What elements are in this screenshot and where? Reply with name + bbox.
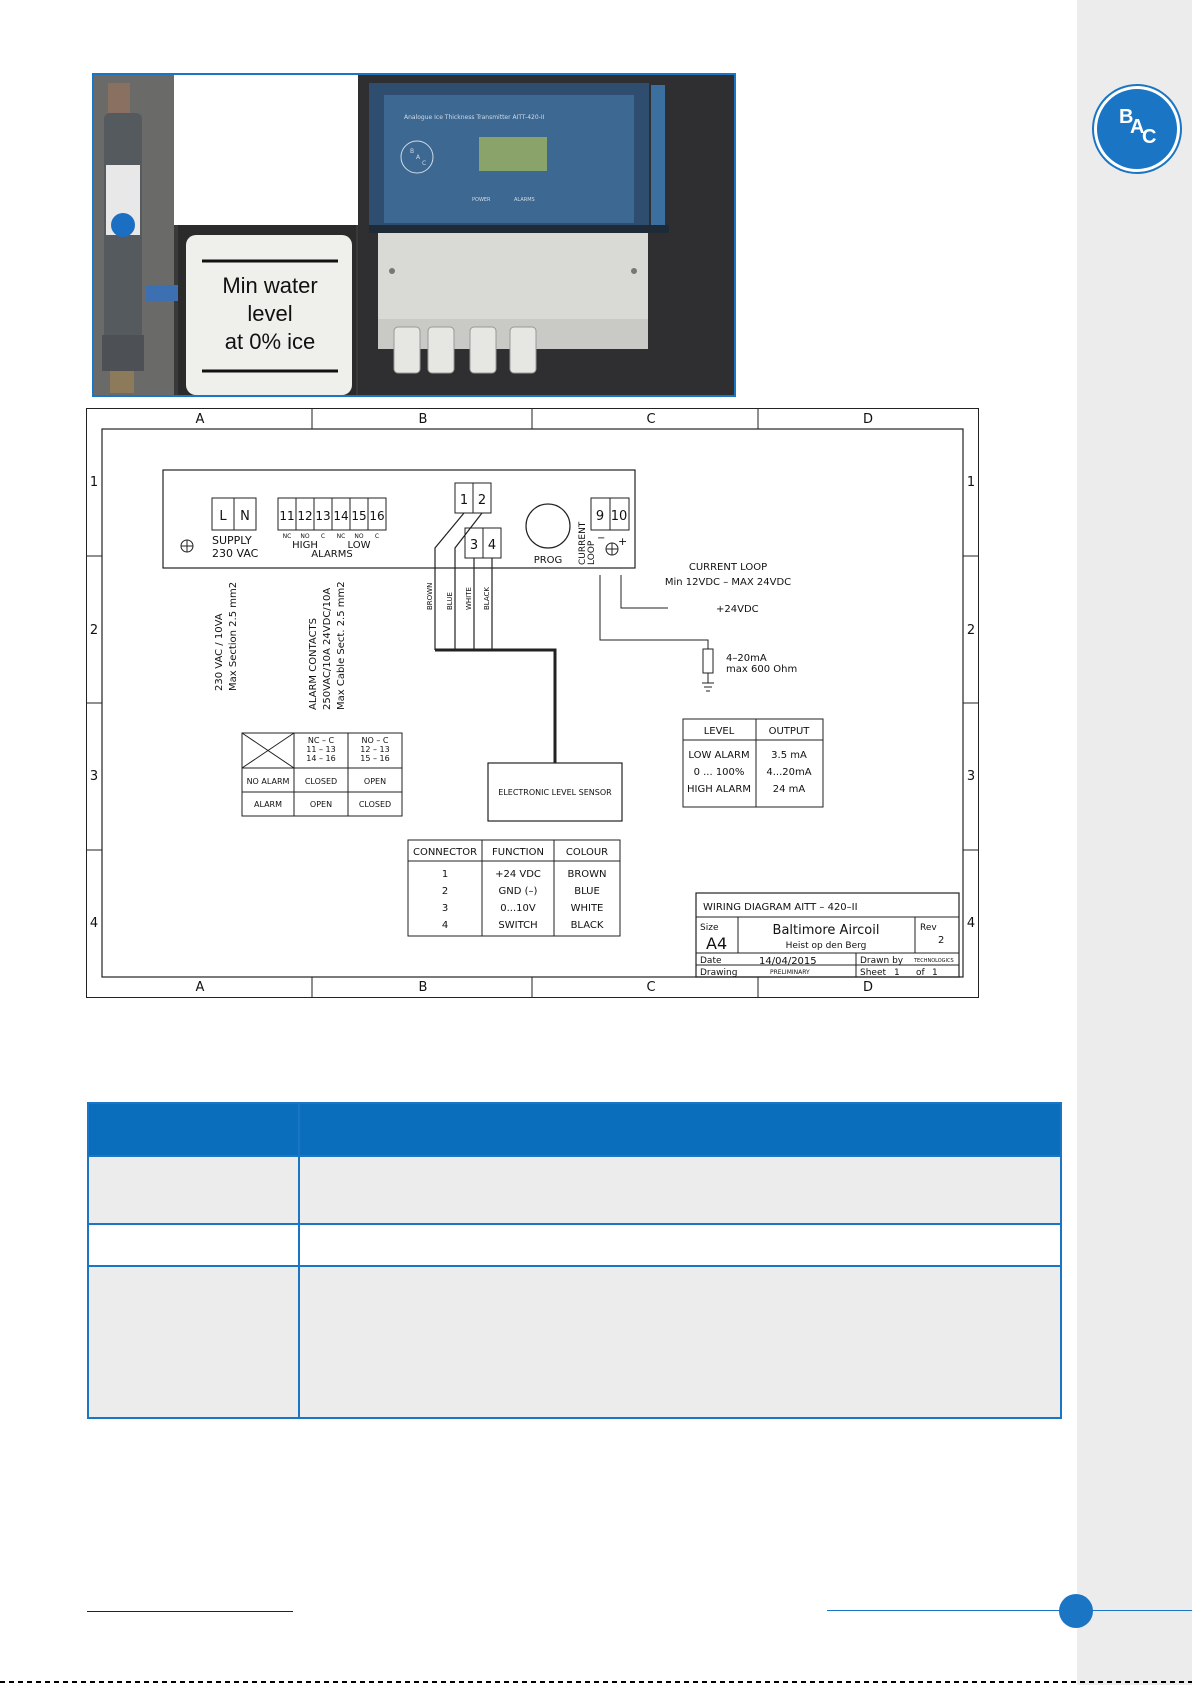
wire-label-black: BLACK — [483, 586, 491, 610]
terminal-16: 16 — [369, 509, 385, 523]
grid-row-4-right: 4 — [966, 916, 976, 931]
supply-label: SUPPLY — [212, 534, 252, 547]
device-power-label: POWER — [472, 197, 491, 203]
title-block-rev-value: 2 — [938, 935, 945, 946]
ground-symbol — [181, 540, 193, 552]
grid-row-3-right: 3 — [966, 769, 976, 784]
output-table-cell: LOW ALARM — [688, 750, 750, 761]
connector-table-cell: WHITE — [570, 903, 604, 914]
terminal-12: 12 — [297, 509, 313, 523]
alarm-table-header-no-1: 12 – 13 — [360, 745, 390, 754]
connector-table-cell: 2 — [441, 886, 449, 897]
spec-table-header-cell — [88, 1103, 299, 1156]
title-block-drawing-label: Drawing — [700, 968, 738, 978]
alarm-table-cell: CLOSED — [358, 800, 392, 809]
grid-col-d-bottom: D — [862, 980, 874, 995]
spec-table-row — [88, 1156, 1061, 1224]
title-block-of-label: of — [916, 968, 925, 978]
spec-table-cell — [88, 1156, 299, 1224]
connector-table-cell: BLACK — [570, 920, 604, 931]
sensor-box-label: ELECTRONIC LEVEL SENSOR — [498, 788, 612, 797]
current-loop-side-label: CURRENT — [578, 521, 588, 565]
grid-col-d-top: D — [862, 412, 874, 427]
output-table-cell: 4...20mA — [766, 767, 812, 778]
device-logo-b: B — [410, 148, 415, 155]
spec-table-cell — [88, 1266, 299, 1418]
grid-row-1-left: 1 — [89, 475, 99, 490]
terminal-11: 11 — [279, 509, 295, 523]
grid-row-1-right: 1 — [966, 475, 976, 490]
connector-table-cell: 4 — [441, 920, 449, 931]
connector-table-cell: 3 — [441, 903, 449, 914]
grid-col-c-bottom: C — [646, 980, 656, 995]
minus-sign: − — [597, 533, 606, 544]
terminal-15: 15 — [351, 509, 367, 523]
current-loop-range: Min 12VDC – MAX 24VDC — [664, 577, 792, 588]
spec-table-row — [88, 1224, 1061, 1266]
spec-table-cell — [88, 1224, 299, 1266]
terminal-2: 2 — [477, 493, 487, 508]
connector-table-header: COLOUR — [565, 847, 609, 858]
title-block-sheet-value: 1 — [894, 968, 900, 978]
wire-label-brown: BROWN — [426, 582, 434, 610]
output-table-cell: 0 ... 100% — [693, 767, 745, 778]
terminal-13: 13 — [315, 509, 331, 523]
registered-mark: ® — [1162, 146, 1169, 156]
spec-table-header-row — [88, 1103, 1061, 1156]
title-block-of-value: 1 — [932, 968, 938, 978]
alarm-table-cell: CLOSED — [304, 777, 338, 786]
contact-mark-12: NO — [300, 533, 310, 540]
bac-logo — [1094, 86, 1180, 172]
alarm-contacts-note-3: Max Cable Sect. 2.5 mm2 — [336, 581, 347, 710]
connector-table-cell: BROWN — [567, 869, 607, 880]
alarm-table-cell: NO ALARM — [246, 777, 290, 786]
grid-col-b-bottom: B — [418, 980, 428, 995]
terminal-1: 1 — [459, 493, 469, 508]
spec-table-cell — [299, 1156, 1061, 1224]
alarm-table-cell: OPEN — [309, 800, 333, 809]
grid-row-3-left: 3 — [89, 769, 99, 784]
device-logo-a: A — [416, 154, 421, 161]
logo-letter-a: A — [1130, 116, 1145, 138]
title-block-drawn-label: Drawn by — [860, 956, 904, 966]
supply-24vdc-label: +24VDC — [716, 604, 759, 615]
terminal-14: 14 — [333, 509, 349, 523]
transmitter-photo — [358, 75, 734, 395]
title-block-title: WIRING DIAGRAM AITT – 420–II — [703, 902, 858, 913]
contact-mark-14: NC — [336, 533, 346, 540]
sign-line-1: Min water — [222, 273, 318, 298]
terminal-n: N — [240, 509, 250, 524]
grid-row-2-left: 2 — [89, 623, 99, 638]
load-resistance-label: max 600 Ohm — [726, 664, 798, 675]
contact-mark-11: NC — [282, 533, 292, 540]
grid-col-c-top: C — [646, 412, 656, 427]
grid-row-4-left: 4 — [89, 916, 99, 931]
device-alarms-label: ALARMS — [514, 197, 535, 203]
connector-table-cell: 0...10V — [500, 903, 536, 914]
spec-table-cell — [299, 1224, 1061, 1266]
spec-table-row — [88, 1266, 1061, 1418]
current-loop-title: CURRENT LOOP — [688, 562, 768, 573]
connector-table-cell: GND (–) — [498, 886, 538, 897]
alarm-table-header-nc: NC – C — [307, 736, 335, 745]
title-block-date-label: Date — [700, 956, 722, 966]
wire-label-white: WHITE — [465, 587, 473, 610]
connector-table-cell: BLUE — [574, 886, 600, 897]
footer-rule-right — [827, 1610, 1192, 1611]
device-logo-c: C — [422, 160, 427, 167]
spec-table-header-cell — [299, 1103, 1061, 1156]
sign-line-2: level — [247, 301, 293, 326]
connector-table-header: FUNCTION — [492, 847, 544, 858]
load-current-label: 4–20mA — [726, 653, 767, 664]
alarm-contacts-note-2: 250VAC/10A 24VDC/10A — [322, 587, 333, 710]
terminal-l: L — [219, 509, 227, 524]
lcd-display — [479, 137, 547, 171]
page-bottom-dashes — [0, 1681, 1192, 1683]
alarm-table-header-nc-1: 11 – 13 — [306, 745, 336, 754]
title-block-drawing-value: PRELIMINARY — [770, 969, 810, 976]
alarm-table-header-nc-2: 14 – 16 — [306, 754, 336, 763]
wire-label-blue: BLUE — [446, 592, 454, 610]
terminal-3: 3 — [469, 538, 479, 553]
supply-cable-note-1: 230 VAC / 10VA — [214, 613, 225, 691]
title-block-drawn-value: TECHNOLOGICS — [914, 958, 954, 964]
terminal-cover — [378, 233, 648, 319]
title-block-rev-label: Rev — [920, 923, 937, 933]
output-table-header-output: OUTPUT — [768, 726, 810, 737]
connector-table-cell: SWITCH — [498, 920, 538, 931]
specification-table — [87, 1102, 1062, 1419]
connector-table-cell: 1 — [441, 869, 449, 880]
contact-mark-13: C — [320, 533, 326, 540]
product-photos — [92, 73, 736, 397]
alarms-group-label: ALARMS — [311, 549, 353, 560]
alarm-table-cell: OPEN — [363, 777, 387, 786]
logo-letter-b: B — [1119, 106, 1134, 128]
grid-row-2-right: 2 — [966, 623, 976, 638]
contact-mark-16: C — [374, 533, 380, 540]
low-alarm-label: LOW — [347, 540, 371, 551]
alarm-table-header-no: NO – C — [361, 736, 389, 745]
contact-mark-15: NO — [354, 533, 364, 540]
sign-line-3: at 0% ice — [224, 329, 316, 354]
output-table-header-level: LEVEL — [703, 726, 735, 737]
supply-voltage-label: 230 VAC — [212, 547, 259, 560]
grid-col-b-top: B — [418, 412, 428, 427]
wiring-diagram — [86, 408, 979, 998]
logo-letter-c: C — [1142, 126, 1157, 148]
title-block-size-value: A4 — [706, 934, 728, 953]
high-alarm-label: HIGH — [292, 540, 318, 551]
current-loop-side-label-2: LOOP — [587, 540, 597, 565]
title-block-location: Heist op den Berg — [785, 941, 867, 951]
device-lid-text: Analogue Ice Thickness Transmitter AITT-420-II — [404, 114, 545, 121]
terminal-9: 9 — [595, 509, 605, 524]
title-block-company: Baltimore Aircoil — [772, 923, 880, 938]
title-block-sheet-label: Sheet — [860, 968, 887, 978]
output-table-cell: HIGH ALARM — [687, 784, 751, 795]
grid-col-a-bottom: A — [195, 980, 205, 995]
terminal-10: 10 — [610, 509, 628, 524]
title-block-size-label: Size — [700, 923, 719, 933]
connector-table-header: CONNECTOR — [412, 847, 478, 858]
alarm-table-header-no-2: 15 – 16 — [360, 754, 390, 763]
alarm-table-cell: ALARM — [253, 800, 283, 809]
footer-rule-left — [87, 1611, 293, 1612]
terminal-4: 4 — [487, 538, 497, 553]
connector-table-cell: +24 VDC — [495, 869, 541, 880]
right-sidebar — [1077, 0, 1192, 1685]
title-block-date-value: 14/04/2015 — [759, 956, 817, 967]
min-water-level-sign — [178, 225, 356, 395]
grid-col-a-top: A — [195, 412, 205, 427]
supply-cable-note-2: Max Section 2.5 mm2 — [228, 581, 239, 691]
spec-table-cell — [299, 1266, 1061, 1418]
output-table-cell: 3.5 mA — [771, 750, 807, 761]
prog-label: PROG — [533, 555, 563, 566]
output-table-cell: 24 mA — [772, 784, 806, 795]
alarm-contacts-note-1: ALARM CONTACTS — [308, 617, 319, 710]
plus-sign: + — [618, 535, 628, 548]
page-number-badge — [1059, 1594, 1093, 1628]
